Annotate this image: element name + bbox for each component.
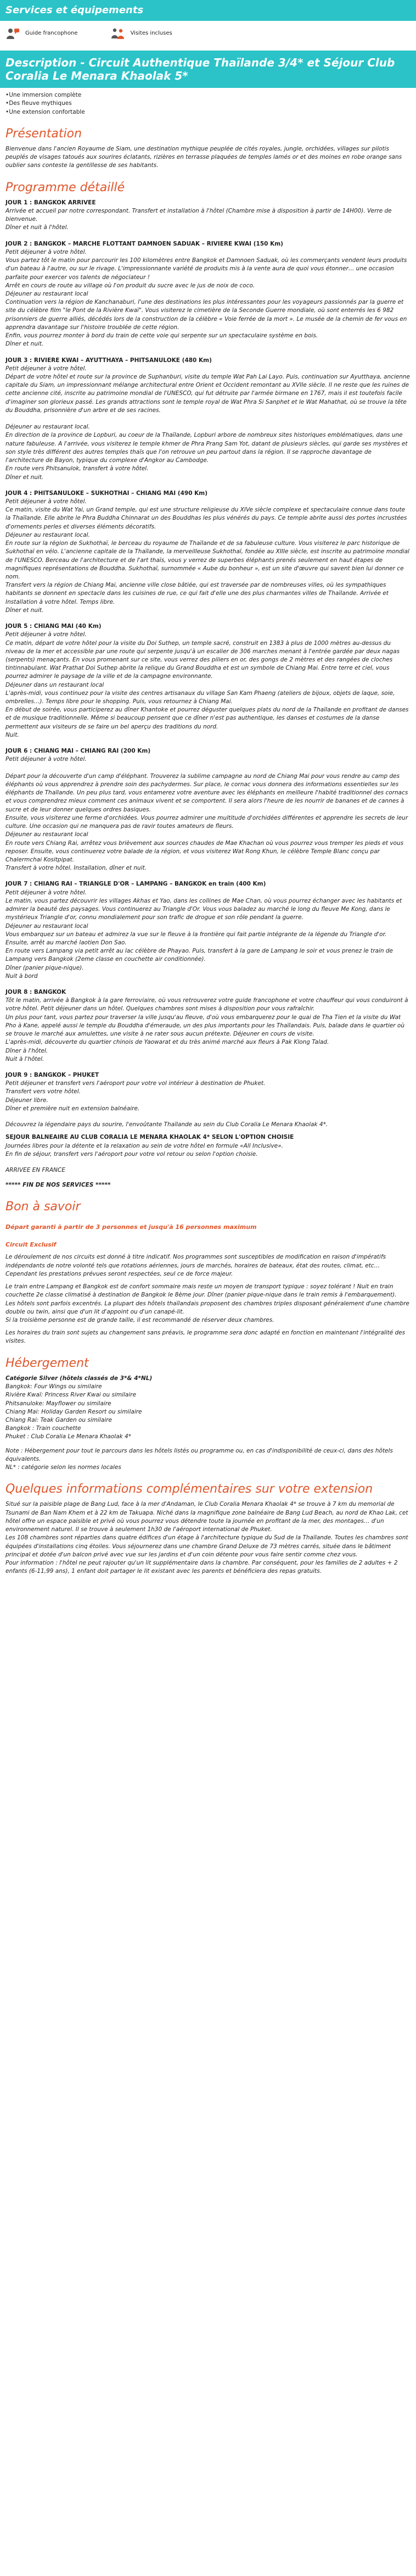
day-title: JOUR 2 : BANGKOK – MARCHE FLOTTANT DAMNOEN SADUAK – RIVIERE KWAI (150 Km)	[5, 240, 283, 247]
day-2	[5, 240, 411, 349]
service-visits-label: Visites incluses	[130, 30, 172, 36]
sejour-title: SEJOUR BALNEAIRE AU CLUB CORALIA LE MENARA KHAOLAK 4* SELON L'OPTION CHOISIE	[5, 1134, 294, 1141]
day-6	[5, 747, 411, 872]
day-text: Petit déjeuner à votre hôtel. Vous partez tôt le matin pour parcourir les 100 kilomètres entre Bangkok et Damnoen Saduak, où les commerçants vendent leurs produits d'un bateau à l'autre, ou sur le rivage. L'impressionnante variété de produits mis à la vente aura de quoi vous étonner… une occasion parfaite pour exercer vos talents de négociateur ! Arrêt en cours de route au village où l'on produit du sucre avec le jus de noix de coco. Déjeuner au restaurant local Continuation vers la région de Kanchanaburi, l'une des destinations les plus intéressantes pour les voyageurs passionnés par la guerre et site du célèbre film "le Pont de la Rivière Kwaï". Vous visiterez le cimetière de la Seconde Guerre mondiale, où sont enterrés les 6 982 prisonniers de guerre alliés, décédés lors de la construction de la célèbre « Voie ferrée de la mort ». Le musée de la chemin de fer vous en apprendra davantage sur l'histoire troublée de cette région. Enfin, vous pourrez monter à bord du train de cette voie qui serpente sur un spectaculaire système en bois. Dîner et nuit.	[5, 248, 407, 348]
services-title: Services et équipements	[0, 0, 416, 21]
hotel-item: Rivière Kwaï: Princess River Kwai ou similaire	[5, 1392, 137, 1399]
programme-outro: Découvrez la légendaire pays du sourire, l'envoûtante Thaïlande au sein du Club Coralia Le Menara Khaolak 4*.	[5, 1121, 328, 1128]
highlights-list	[5, 91, 411, 116]
day-text: Petit déjeuner à votre hôtel. Le matin, vous partez découvrir les villages Akhas et Yao, dans les collines de Mae Chan, où vous pourrez échanger avec les habitants et admirer la beauté des paysages. Vous continuerez au Triangle d'Or. Vous vous baladez au marché le long du fleuve Me Kong, dans le mystérieux Triangle d'or, connu mondialement pour son trafic de drogue et son rôle pendant la guerre. Déjeuner au restaurant local Vous embarquez sur un bateau et admirez la vue sur le fleuve à la frontière qui fait partie intégrante de la légende du Triangle d'or. Ensuite, arrêt au marché laotien Don Sao. En route vers Lampang via petit arrêt au lac célèbre de Phayao. Puis, transfert à la gare de Lampang le soir et vous prenez le train de Lampang vers Bangkok (2eme classe en couchette air conditionnée). Dîner (panier pique-nique). Nuit à bord	[5, 889, 402, 980]
hotel-item: Bangkok: Four Wings ou similaire	[5, 1383, 102, 1390]
day-text: Petit déjeuner à votre hôtel. Départ pour la découverte d'un camp d'éléphant. Trouverez la sublime campagne au nord de Chiang Mai pour vous rendre au camp des éléphants où vous apprendrez à prendre soin des pachydermes. Sur place, le cornac vous donnera des informations essentielles sur les éléphants de Thaïlande. Un peu plus tard, vous entamerez votre aventure avec les éléphants en meilleure l'habité traditionnel des cornacs et vous comprendrez mieux comment ces animaux vivent et se comportent. Il sera alors l'heure de les nourrir de bananes et de cannes à sucre et de leur donner quelques ordres basiques. Ensuite, vous visiterez une ferme d'orchidées. Vous pourrez admirer une multitude d'orchidées différentes et apprendre les secrets de leur culture. Une occasion qui ne manquera pas de ravir toutes amateurs de fleurs. Déjeuner au restaurant local En route vers Chiang Rai, arrêtez vous brièvement aux sources chaudes de Mae Khachan où vous pourrez vous tremper les pieds et vous reposer. Ensuite, vous continuerez votre balade de la région, et vous visiterez Wat Rong Khun, le célèbre Temple Blanc conçu par Chalermchai Kositpipat. Transfert à votre hôtel. Installation, dîner et nuit.	[5, 756, 408, 872]
day-text: Arrivée et accueil par notre correspondant. Transfert et installation à l'hôtel (Chambre mise à disposition à partir de 14H00). Verre de bienvenue. Dîner et nuit à l'hôtel.	[5, 208, 392, 231]
highlight-item: • Des fleuve mythiques	[5, 99, 411, 108]
main-content	[0, 91, 416, 1591]
sejour-text: Journées libres pour la détente et la relaxation au sein de votre hôtel en formule «All Inclusive». En fin de séjour, transfert vers l'aéroport pour votre vol retour ou selon l'option choisie.	[5, 1142, 283, 1158]
day-title: JOUR 4 : PHITSANULOKE – SUKHOTHAI – CHIANG MAI (490 Km)	[5, 489, 208, 497]
hotel-note: Note : Hébergement pour tout le parcours dans les hôtels listés ou programme ou, en cas d'indisponibilité de ceux-ci, dans des hôtels équivalents. NL* : catégorie selon les normes locales	[5, 1447, 393, 1471]
day-title: JOUR 7 : CHIANG RAI – TRIANGLE D'OR – LAMPANG – BANGKOK en train (400 Km)	[5, 881, 266, 888]
programme-title: Programme détaillé	[5, 180, 125, 194]
description-title: Description - Circuit Authentique Thaïlande 3/4* et Séjour Club Coralia Le Menara Khaolak 5*	[0, 51, 416, 88]
day-text: Tôt le matin, arrivée à Bangkok à la gare ferroviaire, où vous retrouverez votre guide francophone et votre chauffeur qui vous conduiront à votre hôtel. Petit déjeuner dans un hôtel. Quelques chambres sont mises à disposition pour vous rafraîchir. Un plus pour tant, vous partez pour traverser la ville jusqu'au fleuve, d'où vous embarquerez pour le quai de Tha Tien et la visite du Wat Pho à Kane, appelé aussi le temple du Bouddha d'émeraude, un des plus importants pour les Thaïlandais. Puis, balade dans le quartier où se trouve le marché aux amulettes, une visite à ne rater sous aucun prétexte. Déjeuner en cours de visite. L'après-midi, découverte du quartier chinois de Yaowarat et du très animé marché aux fleurs à Pak Klong Talad. Dîner à l'hôtel. Nuit à l'hôtel.	[5, 997, 408, 1062]
sejour-block	[5, 1133, 411, 1159]
hotel-item: Chiang Mai: Holiday Garden Resort ou similaire	[5, 1408, 142, 1415]
services-list	[0, 25, 416, 45]
day-8	[5, 988, 411, 1064]
service-guide	[5, 27, 78, 40]
presentation-title: Présentation	[5, 126, 82, 141]
day-title: JOUR 8 : BANGKOK	[5, 989, 66, 996]
day-text: Petit déjeuner à votre hôtel. Départ de votre hôtel et route sur la province de Suphanburi, visite du temple Wat Pah Lai Layo. Puis, continuation sur Ayutthaya, ancienne capitale du Siam, un impressionnant mélange architectural entre Orient et Occident remontant au XVIIe siècle. Il ne reste que les ruines de cette ancienne cité, inscrite au patrimoine mondial de l'UNESCO, qui fut détruite par l'armée birmane en 1767, mais il est toutefois facile d'imaginer son glorieux passé. Les grands attractions sont le temple royal de Wat Phra Si Sanphet et le Wat Mahathat, où se trouve la tête du Bouddha, prisonnière d'un arbre et de ses racines. Déjeuner au restaurant local. En direction de la province de Lopburi, au coeur de la Thaïlande, Lopburi arbore de nombreux sites historiques emblématiques, dans une nature fabuleuse. A l'arrivée, vous visiterez le temple khmer de Phra Prang Sam Yot, datant de plusieurs siècles, qui garde ses mystères et son style très différent des autres temples thaïs que l'on retrouve un peu partout dans la région. Il se rapproche davantage de l'architecture de Bayon, typique du complexe d'Angkor au Cambodge. En route vers Phitsanulok, transfert à votre hôtel. Dîner et nuit.	[5, 365, 411, 481]
day-title: JOUR 9 : BANGKOK – PHUKET	[5, 1072, 99, 1078]
day-5	[5, 622, 411, 739]
hotel-item: Phitsanuloke: Mayflower ou similaire	[5, 1400, 111, 1407]
day-text: Petit déjeuner à votre hôtel. Ce matin, départ de votre hôtel pour la visite du Doi Suthep, un temple sacré, construit en 1383 à plus de 1000 mètres au-dessus du niveau de la mer et accessible par une route qui serpente jusqu'à un escalier de 306 marches menant à l'entrée gardée par deux nagas (serpents) menaçants. En vous promenant sur ce site, vous verrez des piliers en or, des gongs de 2 mètres et des rangées de cloches tintinnabulant. Wat Prathat Doi Suthep abrite la relique du Grand Bouddha et est un symbole de Chiang Mai. Entre terre et ciel, vous pourrez admirer le paysage de la ville et de la campagne environnante. Déjeuner dans un restaurant local L'après-midi, vous continuez pour la visite des centres artisanaux du village San Kam Phaeng (ateliers de bijoux, objets de laque, soie, ombrelles…). Temps libre pour le shopping. Puis, vous retournez à Chiang Mai. En début de soirée, vous participerez au dîner Khantoke et pourrez déguster quelques plats du nord de la Thaïlande en profitant de danses et de musique traditionnelle. Même si beaucoup pensent que ce dîner n'est pas authentique, les danses et costumes de la danse permettent aux visiteurs de se faire un bel aperçu des traditions du nord. Nuit.	[5, 631, 409, 738]
day-9	[5, 1071, 411, 1113]
circuit-text: Le déroulement de nos circuits est donné à titre indicatif. Nos programmes sont susceptibles de modification en raison d'impératifs indépendants de notre volonté tels que rotations aériennes, jours de marchés, horaires de bateaux, état des routes, climat, etc… Cependant les prestations prévues seront respectées, seul ce de force majeur.	[5, 1254, 386, 1277]
day-title: JOUR 1 : BANGKOK ARRIVEE	[5, 199, 96, 206]
day-title: JOUR 6 : CHIANG MAI – CHIANG RAI (200 Km)	[5, 748, 151, 755]
horaires-text: Les horaires du train sont sujets au changement sans préavis, le programme sera donc adapté en fonction en maintenant l'intégralité des visites.	[5, 1329, 406, 1345]
highlight-item: • Une extension confortable	[5, 108, 411, 116]
end-of-services: ***** FIN DE NOS SERVICES *****	[5, 1182, 111, 1189]
service-guide-label: Guide francophone	[25, 30, 78, 36]
hotel-item: Bangkok : Train couchette	[5, 1425, 81, 1432]
train-text: Le train entre Lampang et Bangkok est de confort sommaire mais reste un moyen de transport typique : soyez tolérant ! Nuit en train couchette 2e classe climatisé à destination de Bangkok le 8ème jour. Dîner (panier pique-nique dans le train remis à l'embarquement). Les hôtels sont parfois excentrés. La plupart des hôtels thaïlandais proposent des chambres triples disposant généralement d'une chambre double ou twin, ainsi que d'un lit d'appoint ou d'un canapé-lit. Si la troisième personne est de grande taille, il est recommandé de réserver deux chambres.	[5, 1283, 409, 1323]
day-title: JOUR 3 : RIVIERE KWAI – AYUTTHAYA – PHITSANULOKE (480 Km)	[5, 357, 212, 364]
hotel-item: Phuket : Club Coralia Le Menara Khaolak 4*	[5, 1433, 131, 1440]
presentation-text: Bienvenue dans l'ancien Royaume de Siam, une destination mythique peuplée de cités royales, jungle, orchidées, villages sur pilotis peuplés de visages tatoués aux sourires éclatants, rizières en terrasse plaquées de temples lamés or et des moines en robe orange sans oublier sans conteste la gentillesse de ses habitants.	[5, 145, 402, 169]
day-title: JOUR 5 : CHIANG MAI (40 Km)	[5, 623, 102, 630]
hotel-item: Chiang Rai: Teak Garden ou similaire	[5, 1416, 112, 1423]
day-4	[5, 489, 411, 615]
service-visits	[111, 27, 172, 40]
extension-title: Quelques informations complémentaires sur votre extension	[5, 1482, 373, 1496]
tour-guide-icon	[5, 27, 20, 40]
hotel-category: Catégorie Silver (hôtels classés de 3*& 4*NL)	[5, 1375, 153, 1382]
circuit-exclusif-title: Circuit Exclusif	[5, 1240, 57, 1248]
day-text: Petit déjeuner et transfert vers l'aéroport pour votre vol intérieur à destination de Phuket. Transfert vers votre hôtel. Déjeuner libre. Dîner et première nuit en extension balnéaire.	[5, 1080, 266, 1112]
day-1	[5, 199, 411, 232]
hotel-list	[5, 1383, 411, 1442]
bon-a-savoir-title: Bon à savoir	[5, 1200, 81, 1214]
hebergement-title: Hébergement	[5, 1356, 89, 1370]
depart-guarantee: Départ garanti à partir de 3 personnes et jusqu'à 16 personnes maximum	[5, 1223, 257, 1231]
highlight-item: • Une immersion complète	[5, 91, 411, 99]
arrival-text: ARRIVEE EN FRANCE	[5, 1166, 65, 1173]
day-7	[5, 880, 411, 981]
sightseeing-icon	[111, 27, 125, 40]
extension-text: Situé sur la paisible plage de Bang Lud, face à la mer d'Andaman, le Club Coralia Menara Khaolak 4* se trouve à 7 km du memorial de Tsunami de Ban Nam Khem et à 22 km de Takuapa. Niché dans la magnifique zone balnéaire de Bang Lud Beach, au nord de Khao Lak, cet hôtel offre un espace paisible et privé où vous pourrez vous détendre toute la journée en profitant de la mer, des montages… d'un environnement naturel. Il se trouve à seulement 1h30 de l'aéroport international de Phuket. Les 108 chambres sont réparties dans quatre édifices d'un étage à l'architecture typique du Sud de la Thaïlande. Toutes les chambres sont équipées d'installations cinq étoiles. Vous séjournerez dans une chambre Grand Deluxe de 73 mètres carrés, située dans le bâtiment principal et dotée d'un balcon privé avec vue sur les jardins et d'un coin détente pour vous faire sentir comme chez vous. Pour information : l'hôtel ne peut rajouter qu'un lit supplémentaire dans la chambre. Par conséquent, pour les familles de 2 adultes + 2 enfants (6-11,99 ans), 1 enfant doit partager le lit existant avec les parents et bénéficiera des repas gratuits.	[5, 1501, 408, 1575]
day-text: Petit déjeuner à votre hôtel. Ce matin, visite du Wat Yai, un Grand temple, qui est une structure religieuse du XIVe siècle complexe et spectaculaire connue dans toute la Thaïlande. Elle abrite le Phra Buddha Chinnarat un des Bouddhas les plus vénérés du pays. Ce temple abrite aussi des portes incrustées d'ornements perles et diverses éléments décoratifs. Déjeuner au restaurant local. En route sur la région de Sukhothaï, le berceau du royaume de Thaïlande et de sa fabuleuse culture. Vous visiterez le parc historique de Sukhothaï en vélo. L'ancienne capitale de la Thaïlande, la merveilleuse Sukhothaï, fondée au XIIIe siècle, est inscrite au patrimoine mondial de l'UNESCO. Berceau de l'architecture et de l'art thaïs, vous y verrez de superbes éléphants prenés seulement en haut étapes de magnifiques représentations de Bouddha. Sukhothaï, surnommée « Aube du bonheur », est un site d'œuvre qui savent bien lui donner ce nom. Transfert vers la région de Chiang Mai, ancienne ville close bâtiée, qui est traversée par de nombreuses villes, où les sympathiques habitants se donnent en spectacle dans les cuisines de rue, ce qui fait d'elle une des plus charmantes villes de Thaïlande. Arrivée et Installation à votre hôtel. Temps libre. Dîner et nuit.	[5, 498, 409, 614]
day-3	[5, 357, 411, 482]
